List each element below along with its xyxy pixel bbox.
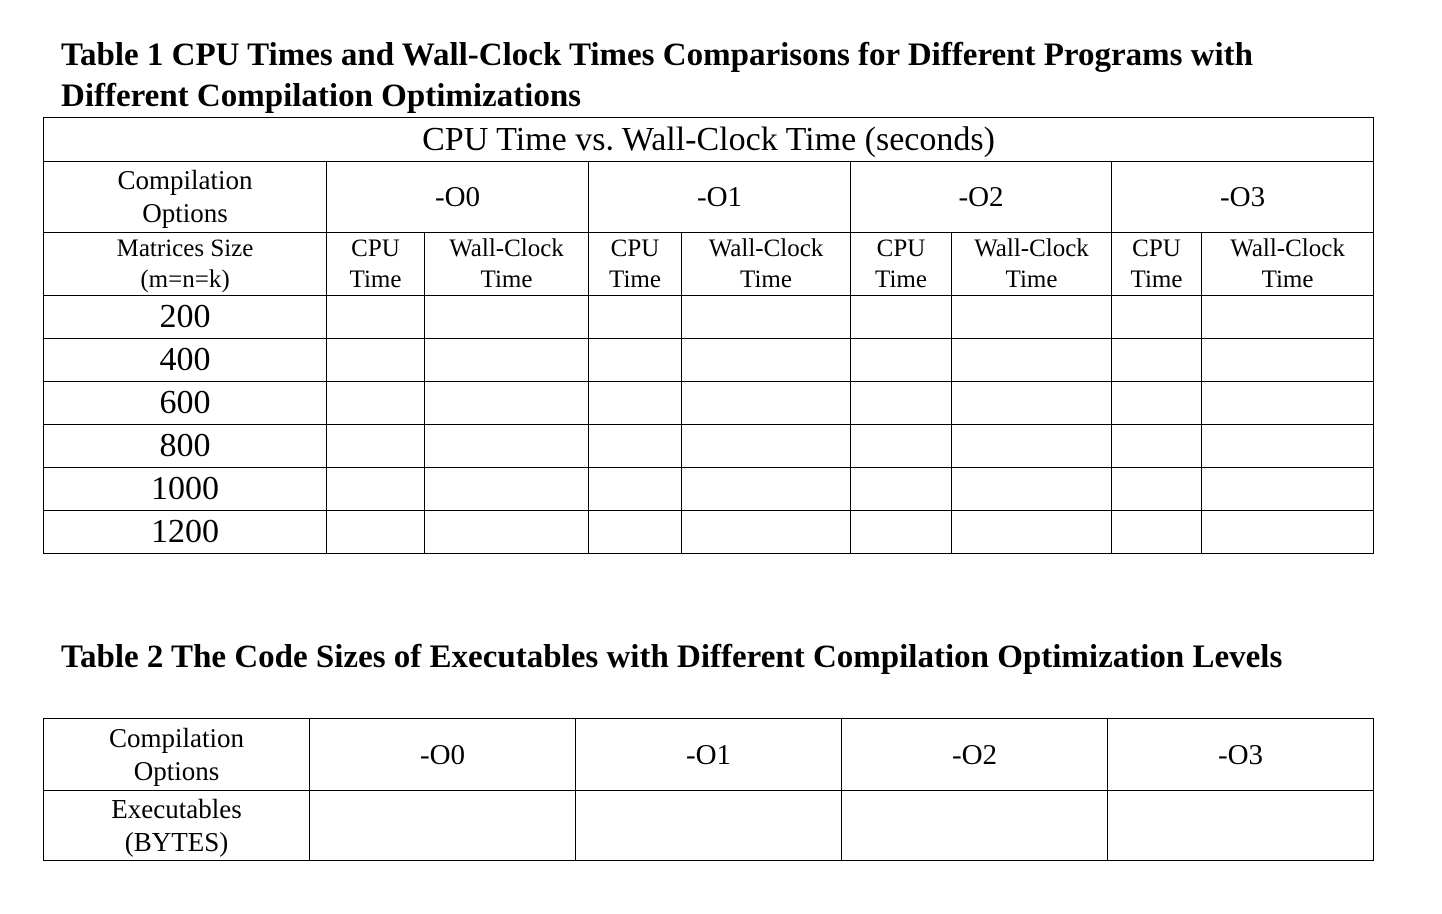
empty-cell: [1112, 511, 1202, 554]
executables-bytes-header: Executables (BYTES): [44, 791, 310, 861]
table-row: [44, 382, 1374, 425]
cpu-wallclock-table: [43, 117, 1374, 554]
empty-cell: [589, 511, 682, 554]
empty-cell: [589, 296, 682, 339]
table-row: [44, 296, 1374, 339]
empty-cell: [327, 425, 425, 468]
compilation-options-header: Compilation Options: [44, 719, 310, 791]
empty-cell: [851, 382, 952, 425]
cpu-time-header: CPU Time: [851, 233, 952, 296]
empty-cell: [589, 382, 682, 425]
matrix-size-cell: 800: [44, 425, 327, 468]
option-header-o0: -O0: [310, 719, 576, 791]
empty-cell: [952, 296, 1112, 339]
empty-cell: [425, 382, 589, 425]
empty-cell: [1112, 382, 1202, 425]
empty-cell: [682, 339, 851, 382]
option-header-o3: -O3: [1108, 719, 1374, 791]
empty-cell: [952, 382, 1112, 425]
empty-cell: [1202, 296, 1374, 339]
empty-cell: [327, 296, 425, 339]
empty-cell: [682, 382, 851, 425]
option-header-o3: -O3: [1112, 162, 1374, 233]
table-row: [44, 425, 1374, 468]
empty-cell: [589, 339, 682, 382]
table1-caption: Table 1 CPU Times and Wall-Clock Times Comparisons for Different Programs with Different Compilation Optimizations: [61, 37, 1254, 114]
cpu-time-header: CPU Time: [327, 233, 425, 296]
wall-clock-time-header: Wall-Clock Time: [952, 233, 1112, 296]
empty-cell: [425, 425, 589, 468]
option-header-o2: -O2: [842, 719, 1108, 791]
empty-cell: [425, 468, 589, 511]
cpu-time-header: CPU Time: [1112, 233, 1202, 296]
table-row: [44, 339, 1374, 382]
empty-cell: [425, 339, 589, 382]
matrix-size-cell: 1200: [44, 511, 327, 554]
empty-cell: [425, 296, 589, 339]
empty-cell: [327, 511, 425, 554]
wall-clock-time-header: Wall-Clock Time: [682, 233, 851, 296]
empty-cell: [682, 468, 851, 511]
matrix-size-cell: 400: [44, 339, 327, 382]
empty-cell: [682, 425, 851, 468]
empty-cell: [682, 296, 851, 339]
empty-cell: [851, 468, 952, 511]
empty-cell: [952, 468, 1112, 511]
option-header-o0: -O0: [327, 162, 589, 233]
matrix-size-header: Matrices Size (m=n=k): [44, 233, 327, 296]
group-header: CPU Time vs. Wall-Clock Time (seconds): [44, 118, 1374, 162]
matrix-size-cell: 200: [44, 296, 327, 339]
empty-cell: [1112, 339, 1202, 382]
option-header-o1: -O1: [589, 162, 851, 233]
empty-cell: [1202, 511, 1374, 554]
compilation-options-header: Compilation Options: [44, 162, 327, 233]
empty-cell: [327, 468, 425, 511]
empty-cell: [851, 425, 952, 468]
empty-cell: [851, 296, 952, 339]
empty-cell: [576, 791, 842, 861]
empty-cell: [327, 339, 425, 382]
empty-cell: [952, 425, 1112, 468]
empty-cell: [842, 791, 1108, 861]
empty-cell: [851, 511, 952, 554]
wall-clock-time-header: Wall-Clock Time: [1202, 233, 1374, 296]
empty-cell: [310, 791, 576, 861]
empty-cell: [1202, 382, 1374, 425]
empty-cell: [589, 468, 682, 511]
empty-cell: [952, 339, 1112, 382]
empty-cell: [1108, 791, 1374, 861]
empty-cell: [1202, 468, 1374, 511]
empty-cell: [1112, 296, 1202, 339]
empty-cell: [952, 511, 1112, 554]
cpu-time-header: CPU Time: [589, 233, 682, 296]
table2-caption: Table 2 The Code Sizes of Executables with Different Compilation Optimization Levels: [61, 639, 1283, 675]
option-header-o1: -O1: [576, 719, 842, 791]
matrix-size-cell: 1000: [44, 468, 327, 511]
table-row: [44, 468, 1374, 511]
empty-cell: [1112, 425, 1202, 468]
empty-cell: [327, 382, 425, 425]
option-header-o2: -O2: [851, 162, 1112, 233]
empty-cell: [851, 339, 952, 382]
code-size-table: [43, 718, 1374, 861]
matrix-size-cell: 600: [44, 382, 327, 425]
empty-cell: [425, 511, 589, 554]
table-row: [44, 511, 1374, 554]
empty-cell: [1112, 468, 1202, 511]
empty-cell: [1202, 339, 1374, 382]
empty-cell: [682, 511, 851, 554]
empty-cell: [1202, 425, 1374, 468]
empty-cell: [589, 425, 682, 468]
wall-clock-time-header: Wall-Clock Time: [425, 233, 589, 296]
